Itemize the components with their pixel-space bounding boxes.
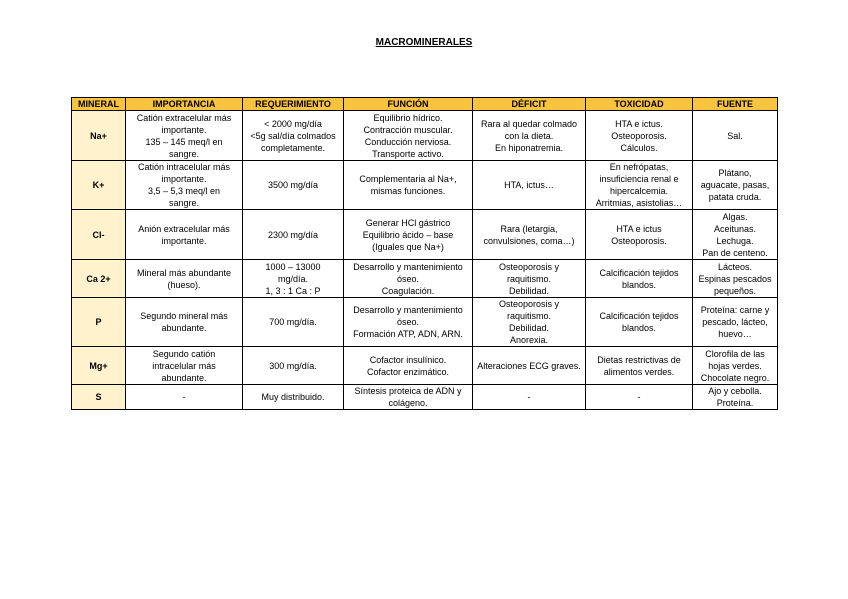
cell-line: HTA, ictus… bbox=[504, 180, 554, 190]
cell-toxicidad bbox=[586, 161, 693, 210]
cell-line: Muy distribuido. bbox=[261, 392, 325, 402]
cell-line: pescado, lácteo, bbox=[702, 317, 768, 327]
column-header-fuente: FUENTE bbox=[693, 98, 778, 111]
cell-line: raquitismo. bbox=[506, 273, 551, 284]
cell-line: Segundo catión bbox=[152, 348, 216, 359]
cell-requerimiento bbox=[243, 385, 344, 410]
cell-importancia bbox=[126, 298, 243, 347]
cell-line: Osteoporosis y bbox=[498, 261, 560, 272]
column-header-funcion: FUNCIÓN bbox=[344, 98, 473, 111]
cell-line: Plátano, bbox=[718, 168, 752, 178]
cell-line: Chocolate negro. bbox=[700, 372, 770, 383]
cell-requerimiento bbox=[243, 298, 344, 347]
cell-line: Aceitunas. bbox=[713, 223, 757, 234]
table-row bbox=[72, 385, 778, 410]
cell-fuente bbox=[693, 161, 778, 210]
cell-line: importante. bbox=[161, 174, 207, 184]
cell-line: En hiponatremia. bbox=[494, 142, 564, 153]
cell-line: Clorofila de las bbox=[705, 348, 765, 359]
cell-funcion bbox=[344, 111, 473, 161]
table-body bbox=[72, 111, 778, 410]
cell-requerimiento bbox=[243, 210, 344, 260]
cell-fuente bbox=[693, 347, 778, 385]
cell-funcion bbox=[344, 298, 473, 347]
cell-fuente bbox=[693, 385, 778, 410]
cell-fuente bbox=[693, 111, 778, 161]
cell-toxicidad bbox=[586, 260, 693, 298]
cell-line: importante. bbox=[161, 124, 207, 135]
cell-importancia bbox=[126, 347, 243, 385]
cell-line: Algas. bbox=[722, 211, 748, 222]
macrominerals-table bbox=[71, 97, 778, 410]
cell-importancia bbox=[126, 111, 243, 161]
cell-line: intracelular más bbox=[152, 360, 216, 371]
cell-line: 3500 mg/día bbox=[267, 180, 319, 190]
table-row bbox=[72, 347, 778, 385]
cell-line: sangre. bbox=[168, 198, 200, 208]
cell-deficit bbox=[473, 111, 586, 161]
cell-line: Anión extracelular más bbox=[138, 223, 230, 234]
cell-toxicidad bbox=[586, 347, 693, 385]
cell-deficit bbox=[473, 260, 586, 298]
cell-toxicidad bbox=[586, 298, 693, 347]
cell-line: hipercalcemia. bbox=[609, 186, 669, 196]
cell-line: Arritmias, asistolias… bbox=[595, 198, 683, 208]
cell-fuente bbox=[693, 210, 778, 260]
cell-deficit bbox=[473, 161, 586, 210]
cell-line: 2300 mg/día bbox=[267, 229, 319, 240]
cell-line: Alteraciones ECG graves. bbox=[477, 360, 581, 371]
cell-line: óseo. bbox=[396, 317, 420, 327]
cell-line: Segundo mineral más bbox=[140, 311, 228, 321]
cell-line: Contracción muscular. bbox=[363, 124, 453, 135]
cell-toxicidad bbox=[586, 111, 693, 161]
cell-line: Cálculos. bbox=[620, 142, 658, 153]
cell-line: pequeños. bbox=[713, 285, 757, 296]
table-head bbox=[72, 98, 778, 111]
cell-funcion bbox=[344, 347, 473, 385]
cell-line: con la dieta. bbox=[504, 130, 554, 141]
cell-line: alimentos verdes. bbox=[603, 366, 675, 377]
cell-line: mg/día. bbox=[277, 273, 308, 284]
cell-line: Síntesis proteica de ADN y bbox=[354, 386, 462, 396]
cell-line: completamente. bbox=[260, 142, 326, 153]
cell-line: Dietas restrictivas de bbox=[597, 354, 681, 365]
cell-line: Espinas pescados bbox=[698, 273, 772, 284]
cell-line: patata cruda. bbox=[708, 192, 762, 202]
cell-line: Catión intracelular más bbox=[137, 162, 231, 172]
table-row bbox=[72, 298, 778, 347]
table-header-row bbox=[72, 98, 778, 111]
cell-line: Desarrollo y mantenimiento bbox=[353, 305, 463, 315]
cell-line: raquitismo. bbox=[506, 311, 551, 321]
cell-importancia bbox=[126, 385, 243, 410]
cell-line: Calcificación tejidos bbox=[599, 267, 679, 278]
cell-line: 135 – 145 meq/l en bbox=[145, 136, 223, 147]
cell-line: blandos. bbox=[621, 279, 657, 290]
cell-line: importante. bbox=[161, 235, 207, 246]
cell-funcion bbox=[344, 210, 473, 260]
mineral-cell: S bbox=[72, 385, 126, 410]
table-row bbox=[72, 161, 778, 210]
cell-line: (hueso). bbox=[167, 279, 201, 290]
cell-line: 1, 3 : 1 Ca : P bbox=[265, 285, 321, 296]
cell-importancia bbox=[126, 210, 243, 260]
cell-line: sangre. bbox=[168, 148, 200, 159]
cell-line: Osteoporosis. bbox=[611, 235, 667, 246]
mineral-cell: Ca 2+ bbox=[72, 260, 126, 298]
cell-line: Catión extracelular más bbox=[136, 112, 232, 123]
column-header-importancia: IMPORTANCIA bbox=[126, 98, 243, 111]
cell-line: Conducción nerviosa. bbox=[364, 136, 452, 147]
cell-line: Transporte activo. bbox=[372, 148, 444, 159]
cell-line: blandos. bbox=[621, 323, 657, 333]
cell-line: Equilibrio hídrico. bbox=[373, 112, 443, 123]
table-row bbox=[72, 260, 778, 298]
page-title bbox=[0, 37, 848, 49]
column-header-requerimiento: REQUERIMIENTO bbox=[243, 98, 344, 111]
cell-toxicidad bbox=[586, 385, 693, 410]
cell-line: Generar HCl gástrico bbox=[365, 217, 451, 228]
cell-line: hojas verdes. bbox=[708, 360, 762, 371]
cell-fuente bbox=[693, 260, 778, 298]
cell-line: Ajo y cebolla. bbox=[708, 386, 762, 396]
cell-line: Cofactor insulínico. bbox=[369, 354, 447, 365]
cell-line: Proteína. bbox=[716, 398, 754, 408]
cell-line: Cofactor enzimático. bbox=[366, 366, 450, 377]
cell-line: abundante. bbox=[161, 372, 207, 383]
cell-line: En nefrópatas, bbox=[609, 162, 669, 172]
cell-line: HTA e ictus bbox=[616, 223, 662, 234]
cell-line: Complementaria al Na+, bbox=[359, 174, 457, 184]
cell-line: mismas funciones. bbox=[370, 186, 446, 196]
cell-deficit bbox=[473, 210, 586, 260]
cell-line: Calcificación tejidos bbox=[599, 311, 679, 321]
table-row bbox=[72, 210, 778, 260]
cell-line: Pan de centeno. bbox=[702, 247, 768, 258]
cell-importancia bbox=[126, 260, 243, 298]
cell-line: Rara al quedar colmado bbox=[480, 118, 578, 129]
cell-requerimiento bbox=[243, 111, 344, 161]
cell-line: convulsiones, coma…) bbox=[483, 235, 575, 246]
cell-deficit bbox=[473, 347, 586, 385]
cell-line: Osteoporosis y bbox=[498, 299, 560, 309]
cell-line: (Iguales que Na+) bbox=[372, 241, 444, 252]
column-header-deficit: DÉFICIT bbox=[473, 98, 586, 111]
cell-line: abundante. bbox=[161, 323, 207, 333]
page-title-text: MACROMINERALES bbox=[375, 37, 473, 48]
cell-line: Sal. bbox=[727, 130, 743, 141]
cell-funcion bbox=[344, 161, 473, 210]
cell-requerimiento bbox=[243, 161, 344, 210]
cell-line: Proteína: carne y bbox=[700, 305, 770, 315]
mineral-cell: P bbox=[72, 298, 126, 347]
cell-line: Formación ATP, ADN, ARN. bbox=[353, 329, 463, 339]
cell-line: Lácteos. bbox=[717, 261, 753, 272]
cell-line: Rara (letargia, bbox=[500, 223, 558, 234]
column-header-mineral: MINERAL bbox=[72, 98, 126, 111]
cell-importancia bbox=[126, 161, 243, 210]
cell-line: - bbox=[527, 392, 531, 402]
cell-line: Osteoporosis. bbox=[611, 130, 667, 141]
cell-line: Equilibrio ácido – base bbox=[362, 229, 454, 240]
cell-line: aguacate, pasas, bbox=[700, 180, 770, 190]
cell-line: - bbox=[182, 392, 186, 402]
cell-funcion bbox=[344, 260, 473, 298]
cell-line: < 2000 mg/día bbox=[264, 118, 322, 129]
cell-requerimiento bbox=[243, 260, 344, 298]
cell-line: <5g sal/día colmados bbox=[250, 130, 336, 141]
column-header-toxicidad: TOXICIDAD bbox=[586, 98, 693, 111]
cell-line: Mineral más abundante bbox=[136, 267, 232, 278]
cell-line: Coagulación. bbox=[381, 285, 435, 296]
cell-line: 300 mg/día. bbox=[269, 360, 317, 371]
cell-deficit bbox=[473, 385, 586, 410]
cell-line: colágeno. bbox=[388, 398, 428, 408]
cell-line: HTA e ictus. bbox=[615, 118, 663, 129]
mineral-cell: Cl- bbox=[72, 210, 126, 260]
cell-line: óseo. bbox=[396, 273, 420, 284]
cell-line: Lechuga. bbox=[716, 235, 754, 246]
cell-line: 3,5 – 5,3 meq/l en bbox=[147, 186, 221, 196]
cell-line: insuficiencia renal e bbox=[599, 174, 679, 184]
cell-line: Debilidad. bbox=[508, 323, 550, 333]
mineral-cell: Mg+ bbox=[72, 347, 126, 385]
cell-fuente bbox=[693, 298, 778, 347]
cell-line: 700 mg/día. bbox=[269, 317, 317, 327]
table-row bbox=[72, 111, 778, 161]
cell-deficit bbox=[473, 298, 586, 347]
cell-requerimiento bbox=[243, 347, 344, 385]
cell-line: Debilidad. bbox=[508, 285, 550, 296]
cell-toxicidad bbox=[586, 210, 693, 260]
cell-line: huevo… bbox=[718, 329, 752, 339]
cell-line: 1000 – 13000 bbox=[265, 261, 321, 272]
cell-line: Anorexia. bbox=[509, 335, 549, 345]
mineral-cell: Na+ bbox=[72, 111, 126, 161]
cell-line: - bbox=[637, 392, 641, 402]
mineral-cell: K+ bbox=[72, 161, 126, 210]
cell-line: Desarrollo y mantenimiento bbox=[353, 261, 463, 272]
cell-funcion bbox=[344, 385, 473, 410]
